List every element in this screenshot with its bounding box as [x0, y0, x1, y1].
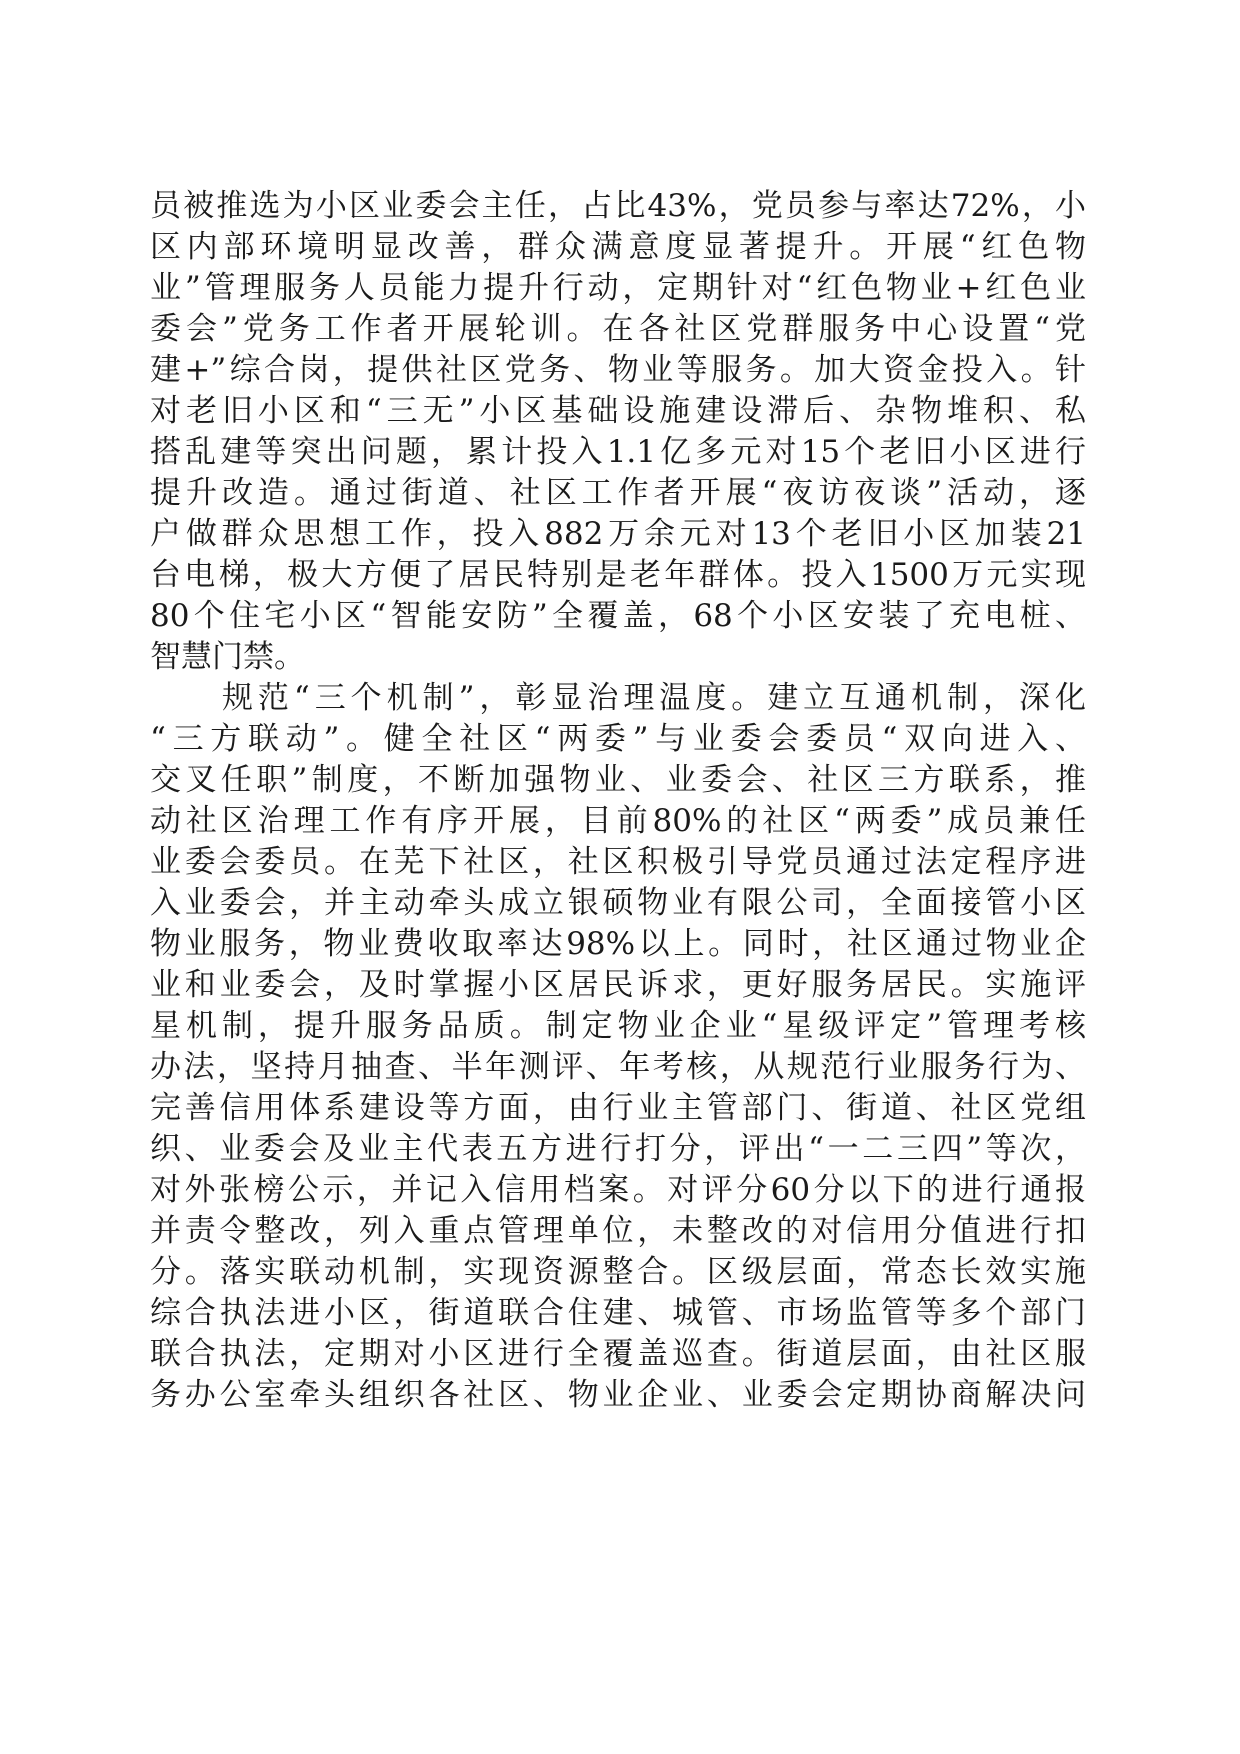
text-line: 户做群众思想工作，投入882万余元对13个老旧小区加装21 — [150, 516, 1086, 552]
text-line: “三方联动”。健全社区“两委”与业委会委员“双向进入、 — [150, 721, 1086, 757]
text-line: 业”管理服务人员能力提升行动，定期针对“红色物业+红色业 — [150, 270, 1086, 306]
text-line: 对外张榜公示，并记入信用档案。对评分60分以下的进行通报 — [150, 1172, 1086, 1208]
text-line: 80个住宅小区“智能安防”全覆盖，68个小区安装了充电桩、 — [150, 598, 1086, 634]
text-line: 综合执法进小区，街道联合住建、城管、市场监管等多个部门 — [150, 1295, 1086, 1331]
text-line: 并责令整改，列入重点管理单位，未整改的对信用分值进行扣 — [150, 1213, 1086, 1249]
paragraph-1 — [150, 186, 1086, 678]
text-line: 业委会委员。在芜下社区，社区积极引导党员通过法定程序进 — [150, 844, 1086, 880]
text-line: 入业委会，并主动牵头成立银硕物业有限公司，全面接管小区 — [150, 885, 1086, 921]
text-line: 联合执法，定期对小区进行全覆盖巡查。街道层面，由社区服 — [150, 1336, 1086, 1372]
text-line: 动社区治理工作有序开展，目前80%的社区“两委”成员兼任 — [150, 803, 1086, 839]
text-line: 规范“三个机制”，彰显治理温度。建立互通机制，深化 — [150, 680, 1086, 716]
text-line: 织、业委会及业主代表五方进行打分，评出“一二三四”等次， — [150, 1131, 1086, 1167]
text-line: 搭乱建等突出问题，累计投入1.1亿多元对15个老旧小区进行 — [150, 434, 1086, 470]
text-line: 智慧门禁。 — [150, 639, 305, 675]
document-page — [150, 186, 1086, 1416]
text-line: 分。落实联动机制，实现资源整合。区级层面，常态长效实施 — [150, 1254, 1086, 1290]
text-line: 完善信用体系建设等方面，由行业主管部门、街道、社区党组 — [150, 1090, 1086, 1126]
text-line: 星机制，提升服务品质。制定物业企业“星级评定”管理考核 — [150, 1008, 1086, 1044]
text-line: 提升改造。通过街道、社区工作者开展“夜访夜谈”活动，逐 — [150, 475, 1086, 511]
text-line: 区内部环境明显改善，群众满意度显著提升。开展“红色物 — [150, 229, 1086, 265]
text-line: 务办公室牵头组织各社区、物业企业、业委会定期协商解决问 — [150, 1377, 1086, 1413]
paragraph-2 — [150, 678, 1086, 1416]
text-line: 业和业委会，及时掌握小区居民诉求，更好服务居民。实施评 — [150, 967, 1086, 1003]
text-line: 员被推选为小区业委会主任，占比43%，党员参与率达72%，小 — [150, 188, 1086, 224]
text-line: 对老旧小区和“三无”小区基础设施建设滞后、杂物堆积、私 — [150, 393, 1086, 429]
text-line: 台电梯，极大方便了居民特别是老年群体。投入1500万元实现 — [150, 557, 1086, 593]
text-line: 物业服务，物业费收取率达98%以上。同时，社区通过物业企 — [150, 926, 1086, 962]
text-line: 建+”综合岗，提供社区党务、物业等服务。加大资金投入。针 — [150, 352, 1086, 388]
text-line: 办法，坚持月抽查、半年测评、年考核，从规范行业服务行为、 — [150, 1049, 1086, 1085]
text-line: 委会”党务工作者开展轮训。在各社区党群服务中心设置“党 — [150, 311, 1086, 347]
text-line: 交叉任职”制度，不断加强物业、业委会、社区三方联系，推 — [150, 762, 1086, 798]
